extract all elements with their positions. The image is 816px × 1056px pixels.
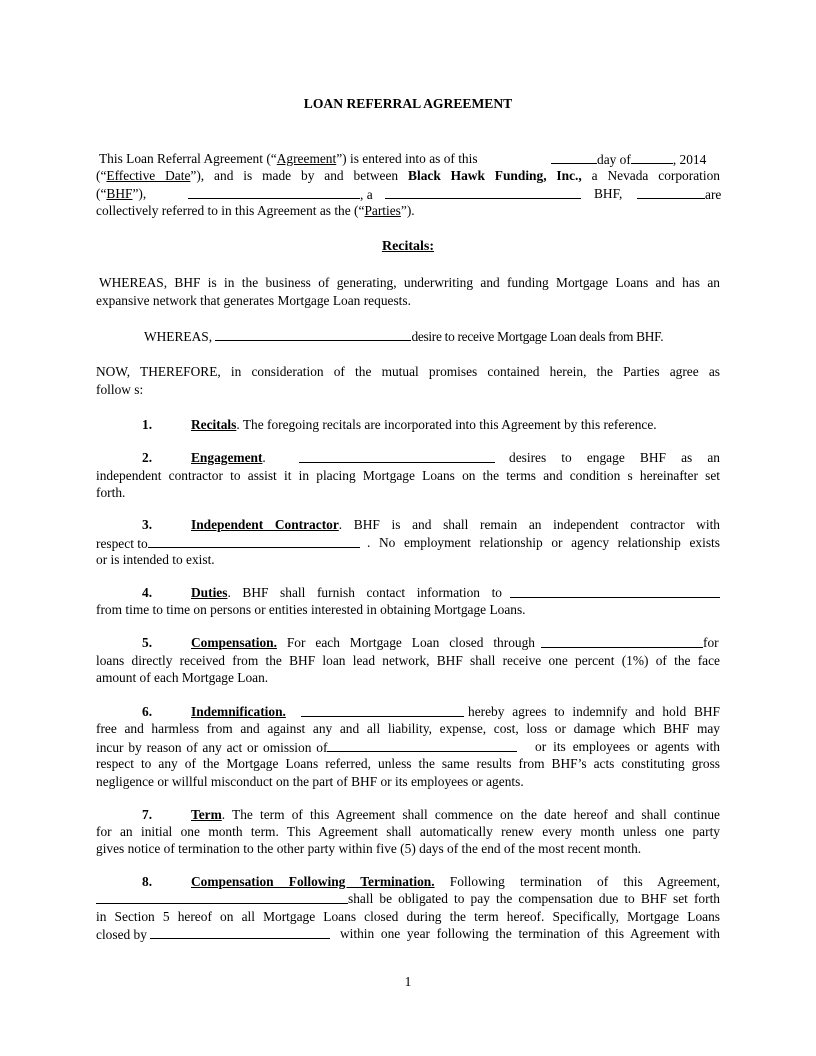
section-8-heading: Compensation Following Termination. — [191, 874, 435, 889]
section-5-line-2: loans directly received from the BHF loan lead network, BHF shall receive one percent (1%) of the face — [96, 653, 720, 668]
section-7-line-2: for an initial one month term. This Agreement shall automatically renew every month unless one party — [96, 824, 720, 839]
section-8-line-3: in Section 5 hereof on all Mortgage Loans closed during the term hereof. Specifically, Mortgage Loans — [96, 909, 720, 924]
section-4-heading: Duties — [191, 585, 228, 600]
section-3-line-3: or is intended to exist. — [96, 552, 215, 567]
section-3-line-2: respect to . No employment relationship or agency relationship exists — [96, 535, 720, 551]
party-entity-blank — [385, 185, 581, 199]
section-7-line-3: gives notice of termination to the other party within five (5) days of the end of the most recent month. — [96, 841, 642, 856]
independent-contractor-blank — [148, 534, 360, 548]
now-therefore-line-2: follow s: — [96, 382, 144, 397]
agreement-term: Agreement — [276, 151, 337, 166]
closed-by-blank — [150, 925, 330, 939]
whereas-1-line-2: expansive network that generates Mortgage Loan requests. — [96, 293, 411, 308]
whereas-1-line-1: WHEREAS, BHF is in the business of generating, underwriting and funding Mortgage Loans and has an — [99, 275, 720, 290]
section-6-heading: Indemnification. — [191, 704, 286, 719]
party-name-blank — [188, 185, 360, 199]
compensation-blank — [541, 634, 703, 648]
intro-line-4: collectively referred to in this Agreement as the (“Parties”). — [96, 203, 415, 218]
indemnification-party-blank — [301, 703, 464, 717]
intro-line-1: This Loan Referral Agreement (“Agreement”) is entered into as of this day of , 2014 — [99, 151, 707, 167]
page-number: 1 — [404, 974, 412, 989]
section-5-heading: Compensation. — [191, 635, 277, 650]
section-4-line-2: from time to time on persons or entities interested in obtaining Mortgage Loans. — [96, 602, 526, 617]
section-6-line-3: incur by reason of any act or omission of or its employees or agents with — [96, 739, 720, 755]
section-7-heading: Term — [191, 807, 222, 822]
day-blank — [551, 150, 597, 164]
section-8-line-2: shall be obligated to pay the compensation due to BHF set forth — [96, 890, 720, 908]
section-2-line-2: independent contractor to assist it in placing Mortgage Loans on the terms and condition s hereinafter set — [96, 468, 720, 483]
whereas-2: WHEREAS, desire to receive Mortgage Loan deals from BHF. — [144, 329, 664, 344]
month-blank — [631, 150, 673, 164]
intro-line-2: (“Effective Date”), and is made by and between Black Hawk Funding, Inc., a Nevada corporation — [96, 168, 720, 183]
bhf-legal-name: Black Hawk Funding, Inc., — [408, 168, 582, 183]
section-2-heading: Engagement — [191, 450, 263, 465]
section-1-heading: Recitals — [191, 417, 237, 432]
section-6-line-2: free and harmless from and against any and all liability, expense, cost, loss or damage which BHF may — [96, 721, 720, 736]
section-3-heading: Independent Contractor — [191, 517, 339, 532]
duties-blank — [510, 584, 720, 598]
section-6-line-4: respect to any of the Mortgage Loans referred, unless the same results from BHF’s acts constituting gross — [96, 756, 720, 771]
engagement-party-blank — [299, 449, 495, 463]
section-8-line-4: closed by within one year following the termination of this Agreement with — [96, 926, 720, 942]
indemnification-omission-blank — [327, 738, 517, 752]
section-5-line-3: amount of each Mortgage Loan. — [96, 670, 269, 685]
recitals-heading: Recitals: — [381, 239, 435, 254]
party-blank — [637, 185, 705, 199]
document-title: LOAN REFERRAL AGREEMENT — [303, 96, 513, 111]
whereas-party-blank — [215, 327, 411, 341]
section-6-line-5: negligence or willful misconduct on the part of BHF or its employees or agents. — [96, 774, 524, 789]
now-therefore-line-1: NOW, THEREFORE, in consideration of the mutual promises contained herein, the Parties agree as — [96, 364, 720, 379]
section-2-line-3: forth. — [96, 485, 126, 500]
intro-line-3: (“BHF”), , a BHF, are — [96, 186, 722, 202]
termination-party-blank — [96, 890, 348, 904]
